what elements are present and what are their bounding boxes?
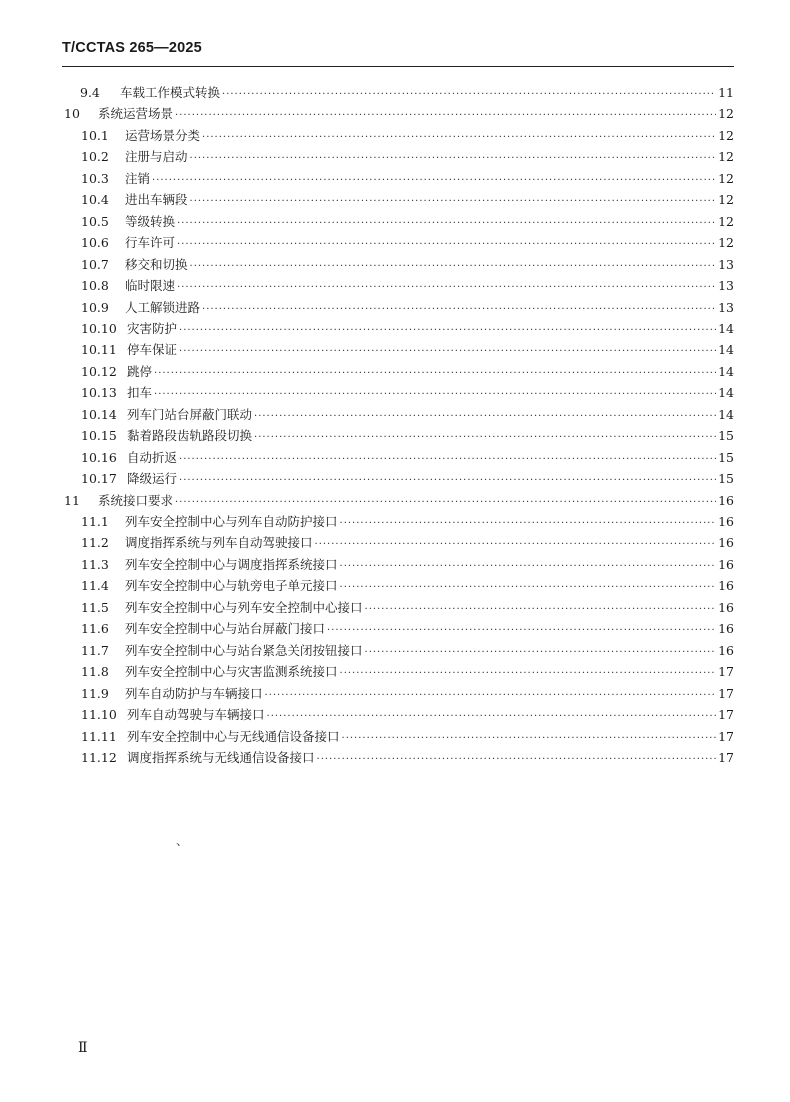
toc-entry-title: 跳停 xyxy=(127,363,153,379)
toc-entry[interactable] xyxy=(81,232,734,253)
document-id-header: T/CCTAS 265—2025 xyxy=(62,40,202,56)
toc-entry-page: 15 xyxy=(718,428,734,444)
toc-leader-dots xyxy=(202,299,716,320)
toc-entry-title: 人工解锁进路 xyxy=(125,299,201,315)
toc-entry-number: 10.1 xyxy=(81,127,109,143)
toc-entry-title: 运营场景分类 xyxy=(125,127,201,143)
toc-entry-title: 列车自动驾驶与车辆接口 xyxy=(127,707,265,723)
stray-mark: 、 xyxy=(176,834,189,848)
toc-entry[interactable] xyxy=(81,189,734,210)
toc-entry-number: 11 xyxy=(64,492,80,508)
toc-entry-title: 调度指挥系统与列车自动驾驶接口 xyxy=(125,535,313,551)
toc-entry-title: 进出车辆段 xyxy=(125,192,188,208)
toc-entry-number: 10.14 xyxy=(81,406,117,422)
toc-leader-dots xyxy=(177,213,716,234)
toc-leader-dots xyxy=(179,470,716,491)
toc-entry[interactable] xyxy=(81,468,734,489)
toc-entry-number: 11.10 xyxy=(81,707,117,723)
toc-leader-dots xyxy=(254,406,716,427)
toc-entry-number: 10.9 xyxy=(81,299,109,315)
toc-entry-number: 11.8 xyxy=(81,664,109,680)
toc-entry-page: 17 xyxy=(718,707,734,723)
toc-leader-dots xyxy=(152,170,716,191)
toc-leader-dots xyxy=(179,320,716,341)
toc-entry-title: 注销 xyxy=(125,170,151,186)
toc-entry-title: 扣车 xyxy=(127,385,153,401)
toc-entry-page: 16 xyxy=(718,535,734,551)
toc-leader-dots xyxy=(365,599,716,620)
toc-entry-page: 17 xyxy=(718,728,734,744)
toc-entry-title: 车载工作模式转换 xyxy=(120,85,221,100)
toc-entry[interactable] xyxy=(81,511,734,532)
toc-entry[interactable] xyxy=(81,618,734,639)
toc-entry-page: 12 xyxy=(718,235,734,251)
toc-entry-title: 降级运行 xyxy=(127,471,178,487)
toc-entry-page: 16 xyxy=(718,556,734,572)
toc-entry-page: 16 xyxy=(718,514,734,529)
toc-entry-title: 列车安全控制中心与灾害监测系统接口 xyxy=(125,664,338,680)
toc-entry-page: 12 xyxy=(718,149,734,165)
toc-entry-title: 注册与启动 xyxy=(125,149,188,165)
toc-leader-dots xyxy=(340,663,716,684)
header-rule xyxy=(62,66,734,67)
toc-entry[interactable] xyxy=(81,425,734,446)
toc-entry[interactable] xyxy=(81,726,734,747)
toc-entry-title: 临时限速 xyxy=(125,278,176,294)
toc-leader-dots xyxy=(365,642,716,663)
toc-entry[interactable] xyxy=(81,382,734,403)
toc-entry-page: 14 xyxy=(718,406,734,422)
toc-leader-dots xyxy=(265,685,716,706)
toc-entry-page: 15 xyxy=(718,471,734,487)
toc-entry-page: 14 xyxy=(718,320,734,336)
toc-entry-page: 16 xyxy=(718,642,734,658)
toc-entry-page: 12 xyxy=(718,127,734,143)
toc-entry-page: 12 xyxy=(718,106,734,122)
toc-entry[interactable] xyxy=(81,532,734,553)
toc-leader-dots xyxy=(340,577,716,598)
toc-entry-number: 11.5 xyxy=(81,599,109,615)
toc-entry-title: 灾害防护 xyxy=(127,320,178,336)
toc-entry-page: 16 xyxy=(718,578,734,594)
toc-entry-number: 10.10 xyxy=(81,320,117,336)
toc-leader-dots xyxy=(175,492,716,513)
toc-entry[interactable] xyxy=(81,747,734,768)
toc-entry-page: 14 xyxy=(718,363,734,379)
toc-entry-number: 11.2 xyxy=(81,535,109,551)
toc-leader-dots xyxy=(179,341,716,362)
toc-entry-page: 13 xyxy=(718,278,734,294)
toc-entry[interactable] xyxy=(81,447,734,468)
toc-entry-number: 10.16 xyxy=(81,449,117,465)
toc-entry-page: 15 xyxy=(718,449,734,465)
toc-entry[interactable] xyxy=(81,339,734,360)
toc-leader-dots xyxy=(154,363,716,384)
toc-entry-number: 10.11 xyxy=(81,342,117,358)
toc-entry-title: 列车安全控制中心与站台紧急关闭按钮接口 xyxy=(125,642,363,658)
toc-entry-page: 17 xyxy=(718,664,734,680)
toc-entry[interactable] xyxy=(81,254,734,275)
toc-entry-page: 13 xyxy=(718,256,734,272)
toc-entry[interactable] xyxy=(81,575,734,596)
toc-leader-dots xyxy=(317,749,716,770)
toc-entry-number: 10 xyxy=(64,106,80,122)
toc-entry-title: 列车自动防护与车辆接口 xyxy=(125,685,263,701)
toc-leader-dots xyxy=(154,384,716,405)
toc-entry-title: 列车安全控制中心与调度指挥系统接口 xyxy=(125,556,338,572)
toc-entry-title: 列车门站台屏蔽门联动 xyxy=(127,406,253,422)
toc-entry-number: 10.13 xyxy=(81,385,117,401)
toc-entry[interactable] xyxy=(81,297,734,318)
toc-entry-title: 列车安全控制中心与轨旁电子单元接口 xyxy=(125,578,338,594)
toc-entry-number: 10.7 xyxy=(81,256,109,272)
toc-entry[interactable] xyxy=(81,404,734,425)
toc-entry-page: 12 xyxy=(718,192,734,208)
toc-entry-title: 系统接口要求 xyxy=(98,492,174,508)
toc-entry-number: 11.4 xyxy=(81,578,109,594)
toc-entry-page: 11 xyxy=(718,85,734,100)
toc-entry-page: 16 xyxy=(718,621,734,637)
toc-leader-dots xyxy=(267,706,716,727)
toc-entry[interactable] xyxy=(81,597,734,618)
toc-leader-dots xyxy=(315,534,716,555)
toc-entry-title: 列车安全控制中心与无线通信设备接口 xyxy=(127,728,340,744)
toc-leader-dots xyxy=(175,105,716,126)
toc-entry-page: 17 xyxy=(718,685,734,701)
toc-entry-page: 17 xyxy=(718,749,734,765)
toc-entry-number: 10.12 xyxy=(81,363,117,379)
toc-entry[interactable] xyxy=(81,640,734,661)
toc-entry-title: 移交和切换 xyxy=(125,256,188,272)
toc-leader-dots xyxy=(177,234,716,255)
toc-entry-page: 12 xyxy=(718,170,734,186)
toc-leader-dots xyxy=(190,148,716,169)
toc-entry-number: 9.4 xyxy=(80,85,100,100)
toc-entry-page: 13 xyxy=(718,299,734,315)
toc-entry[interactable] xyxy=(64,490,734,511)
toc-entry-title: 列车安全控制中心与列车安全控制中心接口 xyxy=(125,599,363,615)
toc-entry-title: 调度指挥系统与无线通信设备接口 xyxy=(127,749,315,765)
toc-entry[interactable] xyxy=(81,704,734,725)
toc-entry-page: 14 xyxy=(718,342,734,358)
toc-entry-title: 系统运营场景 xyxy=(98,106,174,122)
toc-leader-dots xyxy=(340,556,716,577)
toc-entry[interactable] xyxy=(81,168,734,189)
toc-entry-number: 10.5 xyxy=(81,213,109,229)
toc-leader-dots xyxy=(177,277,716,298)
toc-entry[interactable] xyxy=(64,103,734,124)
toc-entry-number: 10.6 xyxy=(81,235,109,251)
toc-entry-page: 16 xyxy=(718,599,734,615)
toc-leader-dots xyxy=(202,127,716,148)
toc-leader-dots xyxy=(327,620,716,641)
toc-leader-dots xyxy=(342,728,716,749)
page-number-footer: Ⅱ xyxy=(78,1040,88,1056)
toc-entry[interactable] xyxy=(81,318,734,339)
toc-entry-number: 10.4 xyxy=(81,192,109,208)
toc-entry-number: 11.1 xyxy=(81,514,109,529)
toc-entry[interactable] xyxy=(81,211,734,232)
toc-entry-number: 11.9 xyxy=(81,685,109,701)
toc-entry-number: 11.3 xyxy=(81,556,109,572)
toc-entry[interactable] xyxy=(81,361,734,382)
toc-entry-number: 10.15 xyxy=(81,428,117,444)
toc-entry-number: 11.11 xyxy=(81,728,117,744)
toc-leader-dots xyxy=(190,256,716,277)
toc-leader-dots xyxy=(254,427,716,448)
toc-entry[interactable] xyxy=(81,146,734,167)
toc-entry-number: 11.7 xyxy=(81,642,109,658)
toc-leader-dots xyxy=(190,191,716,212)
toc-entry[interactable] xyxy=(81,683,734,704)
toc-entry-page: 14 xyxy=(718,385,734,401)
toc-entry-title: 等级转换 xyxy=(125,213,176,229)
toc-entry-title: 行车许可 xyxy=(125,235,176,251)
toc-entry[interactable] xyxy=(80,82,734,103)
toc-entry-number: 10.2 xyxy=(81,149,109,165)
toc-entry-number: 10.8 xyxy=(81,278,109,294)
toc-entry-title: 列车安全控制中心与列车自动防护接口 xyxy=(125,514,338,529)
toc-leader-dots xyxy=(179,449,716,470)
toc-entry-page: 12 xyxy=(718,213,734,229)
toc-entry-number: 11.12 xyxy=(81,749,117,765)
toc-entry-number: 11.6 xyxy=(81,621,109,637)
toc-entry[interactable] xyxy=(81,661,734,682)
toc-entry-title: 列车安全控制中心与站台屏蔽门接口 xyxy=(125,621,326,637)
toc-entry[interactable] xyxy=(81,125,734,146)
toc-entry-title: 自动折返 xyxy=(127,449,178,465)
toc-entry-title: 黏着路段齿轨路段切换 xyxy=(127,428,253,444)
toc-leader-dots xyxy=(340,513,716,534)
toc-entry-number: 10.3 xyxy=(81,170,109,186)
toc-leader-dots xyxy=(222,84,716,105)
toc-entry[interactable] xyxy=(81,554,734,575)
toc-entry[interactable] xyxy=(81,275,734,296)
toc-entry-title: 停车保证 xyxy=(127,342,178,358)
toc-entry-number: 10.17 xyxy=(81,471,117,487)
toc-entry-page: 16 xyxy=(718,492,734,508)
